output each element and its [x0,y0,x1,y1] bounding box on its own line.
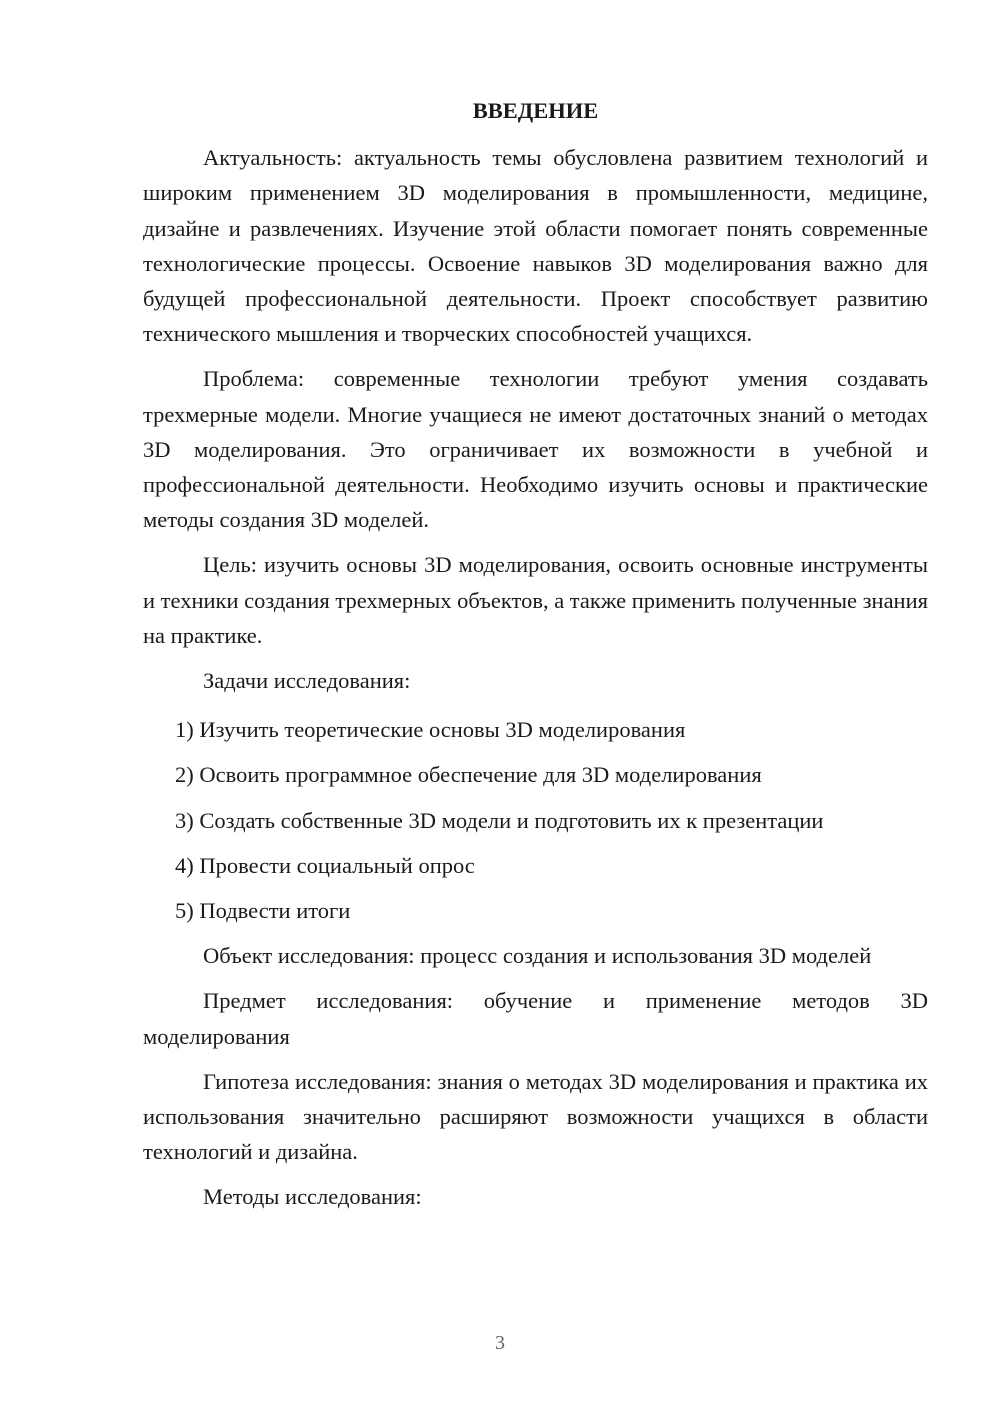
page-number: 3 [495,1332,505,1354]
paragraph-hypothesis: Гипотеза исследования: знания о методах 3D моделирования и практика их использования значительно расширяют возможности учащихся в области технологий и дизайна. [143,1068,928,1165]
list-item: 4) Провести социальный опрос [175,852,475,878]
paragraph-object: Объект исследования: процесс создания и использования 3D моделей [203,943,872,969]
paragraph-relevance: Актуальность: актуальность темы обусловлена развитием технологий и широким применением 3D моделирования в промышленности, медицине, дизайне и развлечениях. Изучение этой области помогает понять современные технологические процессы. Освоение навыков 3D моделирования важно для будущей профессиональной деятельности. Проект способствует развитию технического мышления и творческих способностей учащихся. [143,145,928,347]
paragraph-goal: Цель: изучить основы 3D моделирования, освоить основные инструменты и техники создания трехмерных объектов, а также применить полученные знания на практике. [143,552,928,648]
list-item: 5) Подвести итоги [175,898,351,924]
list-item: 2) Освоить программное обеспечение для 3D моделирования [175,762,762,788]
paragraph-problem: Проблема: современные технологии требуют умения создавать трехмерные модели. Многие учащиеся не имеют достаточных знаний о методах 3D моделирования. Это ограничивает их возможности в учебной и профессиональной деятельности. Необходимо изучить основы и практические методы создания 3D моделей. [143,366,928,533]
paragraph-subject: Предмет исследования: обучение и применение методов 3D моделирования [143,988,928,1049]
tasks-heading: Задачи исследования: [203,668,411,694]
methods-heading: Методы исследования: [203,1184,422,1210]
document-page [143,93,928,1225]
tasks-list [143,712,928,928]
page-title: ВВЕДЕНИЕ [472,98,599,123]
list-item: 3) Создать собственные 3D модели и подготовить их к презентации [175,807,824,833]
list-item: 1) Изучить теоретические основы 3D моделирования [175,717,686,743]
